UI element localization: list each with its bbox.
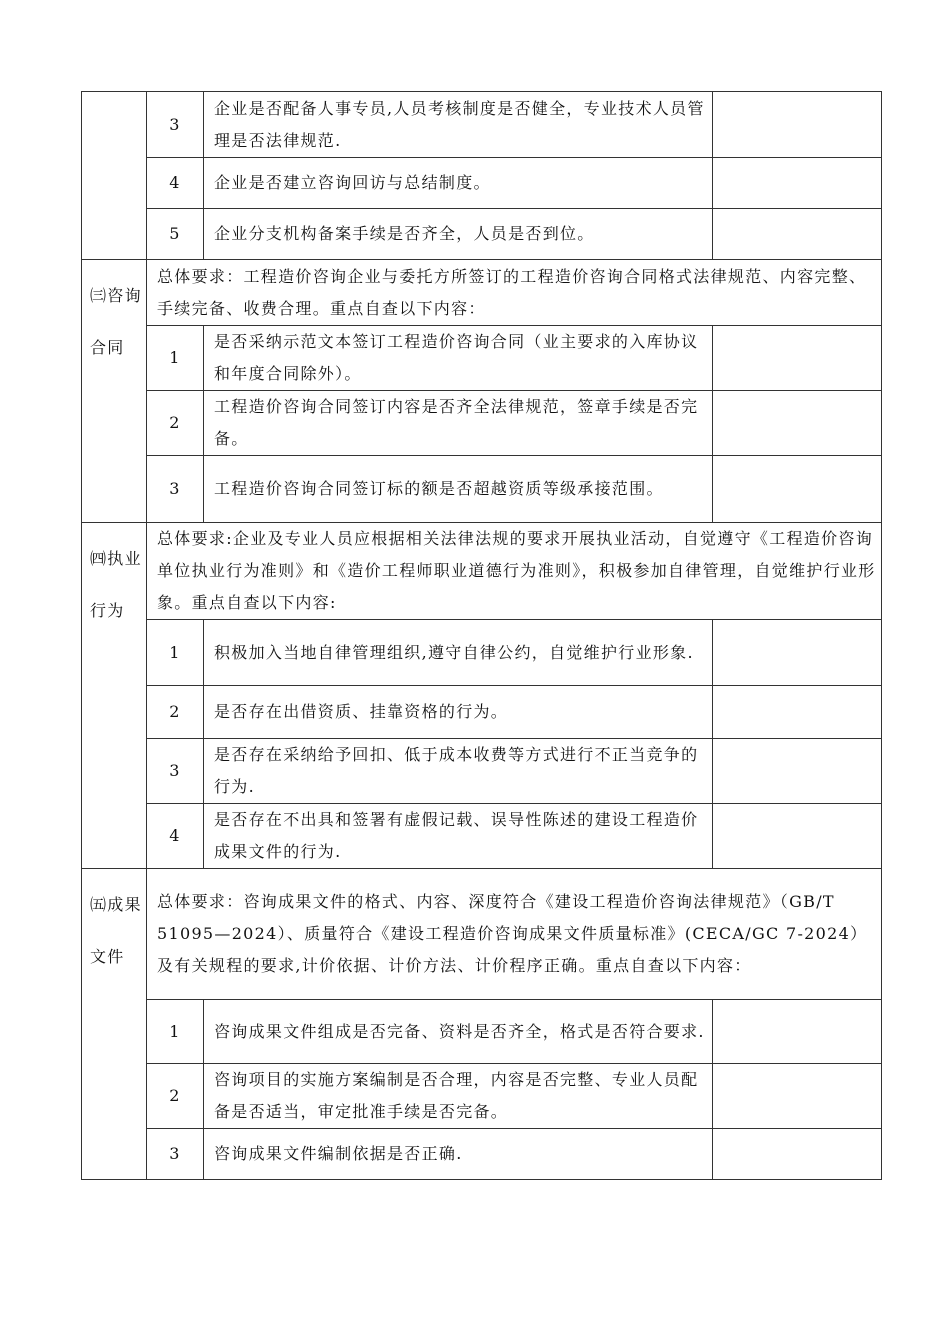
result-cell[interactable] — [713, 1129, 882, 1180]
item-text: 企业是否建立咨询回访与总结制度。 — [204, 158, 713, 209]
result-cell[interactable] — [713, 1064, 882, 1129]
table-row — [82, 1064, 882, 1129]
table-row — [82, 456, 882, 523]
item-text: 是否存在采纳给予回扣、低于成本收费等方式进行不正当竞争的行为. — [204, 739, 713, 804]
table-row — [82, 739, 882, 804]
item-text: 企业是否配备人事专员,人员考核制度是否健全，专业技术人员管理是否法律规范. — [204, 92, 713, 158]
item-text: 是否存在出借资质、挂靠资格的行为。 — [204, 686, 713, 739]
table-row — [82, 326, 882, 391]
item-number: 2 — [147, 391, 204, 456]
section-title-cell: ㈤成果文件 — [82, 869, 147, 1180]
item-text: 咨询成果文件组成是否完备、资料是否齐全，格式是否符合要求. — [204, 1000, 713, 1064]
result-cell[interactable] — [713, 620, 882, 686]
table-row — [82, 523, 882, 620]
result-cell[interactable] — [713, 686, 882, 739]
result-cell[interactable] — [713, 326, 882, 391]
table-row — [82, 158, 882, 209]
item-text: 工程造价咨询合同签订内容是否齐全法律规范，签章手续是否完备。 — [204, 391, 713, 456]
table-row — [82, 260, 882, 326]
item-number: 3 — [147, 739, 204, 804]
table-row — [82, 391, 882, 456]
item-number: 2 — [147, 686, 204, 739]
table-row — [82, 92, 882, 158]
item-number: 3 — [147, 1129, 204, 1180]
table-row — [82, 686, 882, 739]
table-row — [82, 620, 882, 686]
item-text: 积极加入当地自律管理组织,遵守自律公约，自觉维护行业形象. — [204, 620, 713, 686]
item-text: 企业分支机构备案手续是否齐全，人员是否到位。 — [204, 209, 713, 260]
section-requirement: 总体要求:企业及专业人员应根据相关法律法规的要求开展执业活动，自觉遵守《工程造价咨询单位执业行为准则》和《造价工程师职业道德行为准则》，积极参加自律管理，自觉维护行业形象。重点自查以下内容: — [147, 523, 882, 620]
item-text: 是否存在不出具和签署有虚假记载、误导性陈述的建设工程造价成果文件的行为. — [204, 804, 713, 869]
item-number: 3 — [147, 92, 204, 158]
result-cell[interactable] — [713, 158, 882, 209]
item-text: 工程造价咨询合同签订标的额是否超越资质等级承接范围。 — [204, 456, 713, 523]
item-number: 1 — [147, 620, 204, 686]
result-cell[interactable] — [713, 739, 882, 804]
section-requirement: 总体要求：工程造价咨询企业与委托方所签订的工程造价咨询合同格式法律规范、内容完整、手续完备、收费合理。重点自查以下内容： — [147, 260, 882, 326]
item-number: 4 — [147, 804, 204, 869]
item-number: 1 — [147, 1000, 204, 1064]
result-cell[interactable] — [713, 456, 882, 523]
section-title-cell — [82, 92, 147, 260]
result-cell[interactable] — [713, 92, 882, 158]
section-requirement: 总体要求：咨询成果文件的格式、内容、深度符合《建设工程造价咨询法律规范》（GB/T 51095—2024）、质量符合《建设工程造价咨询成果文件质量标准》(CECA/GC 7-2024）及有关规程的要求,计价依据、计价方法、计价程序正确。重点自查以下内容： — [147, 869, 882, 1000]
table-row — [82, 209, 882, 260]
result-cell[interactable] — [713, 391, 882, 456]
self-check-table — [81, 91, 882, 1180]
item-text: 是否采纳示范文本签订工程造价咨询合同（业主要求的入库协议和年度合同除外）。 — [204, 326, 713, 391]
table-row — [82, 804, 882, 869]
section-title-cell: ㈢咨询合同 — [82, 260, 147, 523]
item-number: 5 — [147, 209, 204, 260]
result-cell[interactable] — [713, 1000, 882, 1064]
item-number: 4 — [147, 158, 204, 209]
item-text: 咨询项目的实施方案编制是否合理，内容是否完整、专业人员配备是否适当，审定批准手续是否完备。 — [204, 1064, 713, 1129]
section-title-cell: ㈣执业行为 — [82, 523, 147, 869]
item-number: 2 — [147, 1064, 204, 1129]
item-text: 咨询成果文件编制依据是否正确. — [204, 1129, 713, 1180]
result-cell[interactable] — [713, 209, 882, 260]
result-cell[interactable] — [713, 804, 882, 869]
table-row — [82, 1129, 882, 1180]
item-number: 1 — [147, 326, 204, 391]
table-row — [82, 1000, 882, 1064]
item-number: 3 — [147, 456, 204, 523]
table-row — [82, 869, 882, 1000]
